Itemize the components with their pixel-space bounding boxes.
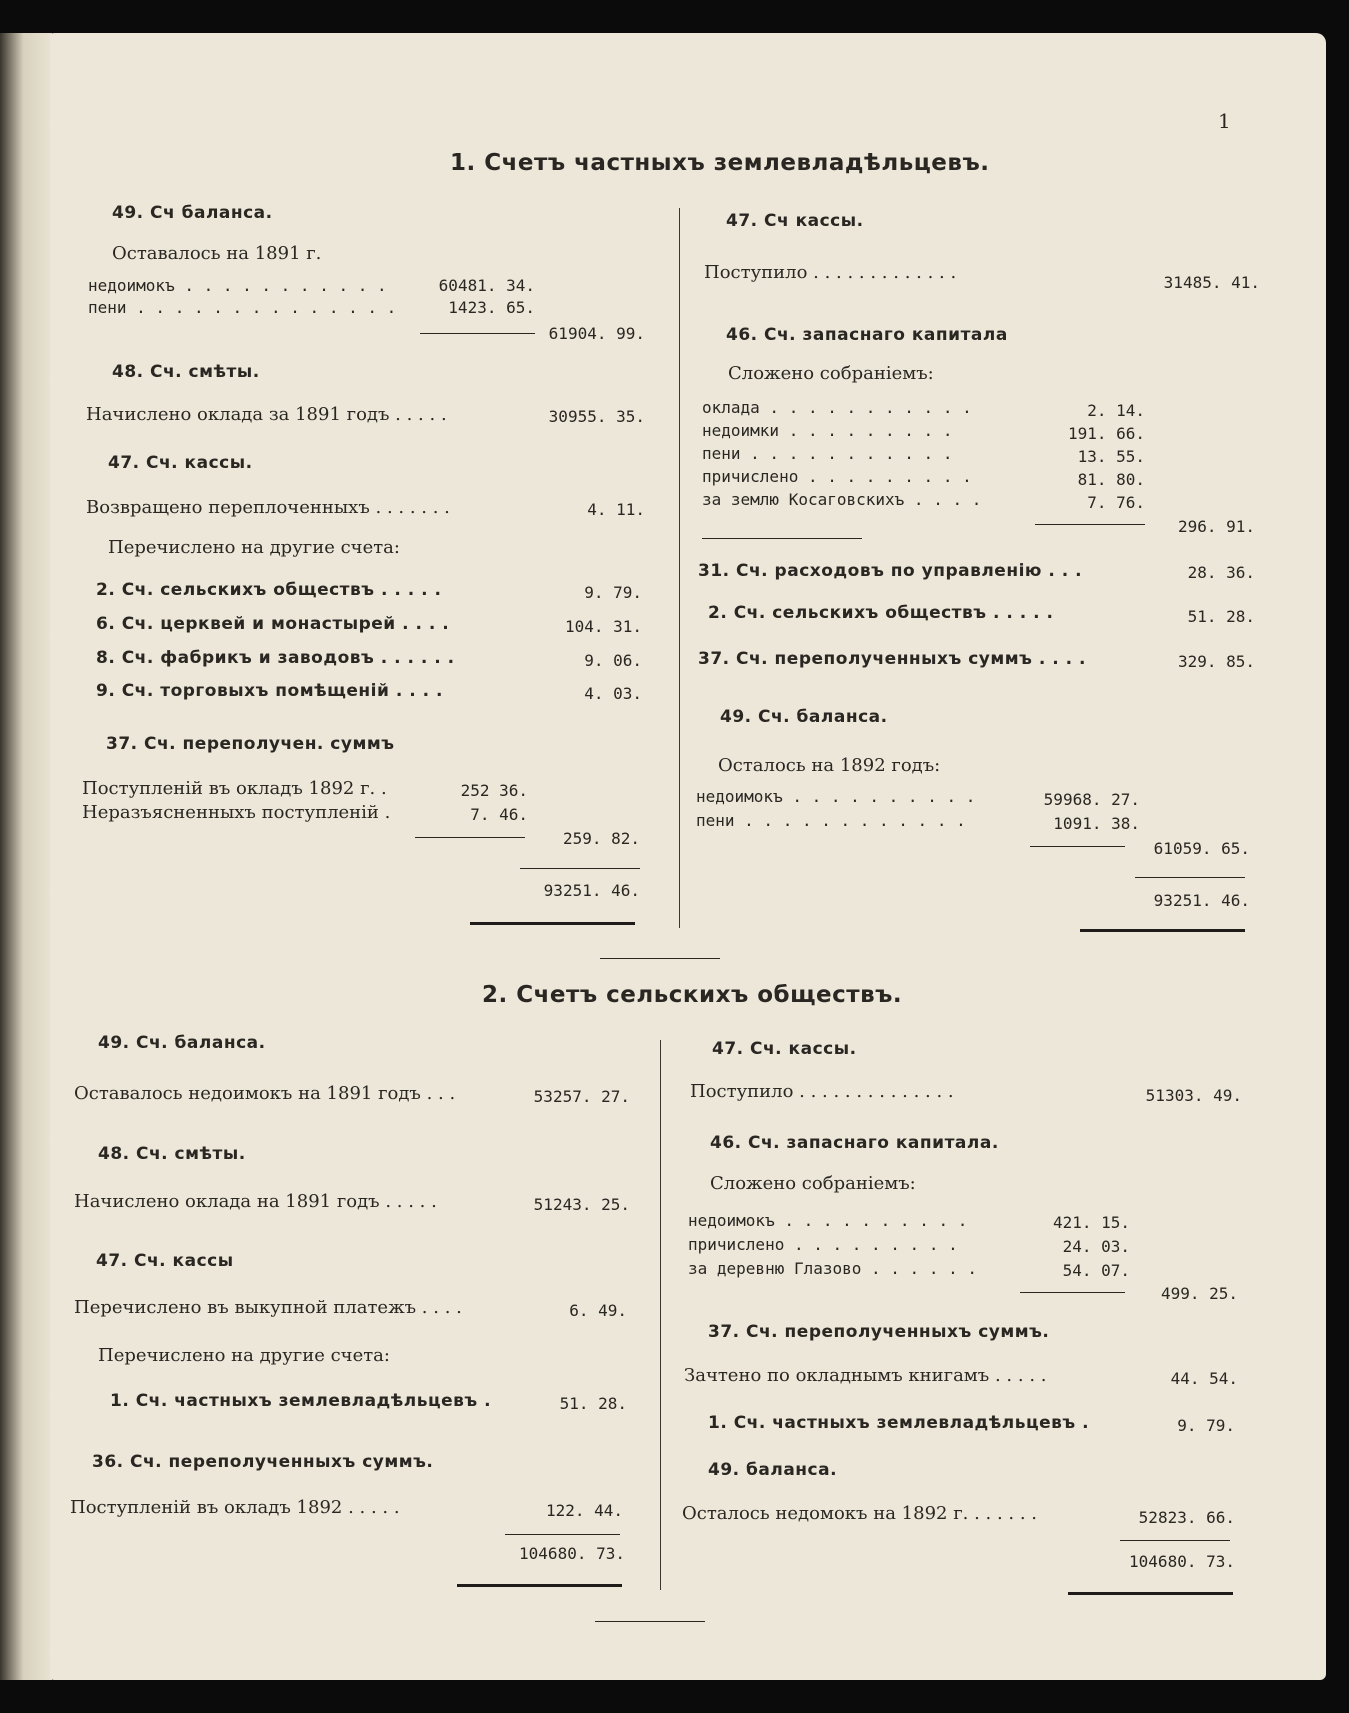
column-divider <box>679 208 680 928</box>
arrears-value: 59968. 27. <box>1043 790 1140 809</box>
writeoff-row-value: 191. 66. <box>1067 424 1145 443</box>
overpaid-subtotal: 259. 82. <box>562 829 640 848</box>
heading-cash: 47. Сч. кассы. <box>712 1039 857 1059</box>
heading-balance: 49. Сч. баланса. <box>720 707 888 727</box>
sum-line <box>1135 877 1245 878</box>
management-value: 28. 36. <box>1187 563 1255 582</box>
writeoff-row-value: 54. 07. <box>1062 1261 1130 1280</box>
received-label: Поступило . . . . . . . . . . . . . . <box>690 1081 954 1102</box>
writeoff-row-value: 2. 14. <box>1087 401 1145 420</box>
reserve-subtotal: 499. 25. <box>1160 1284 1238 1303</box>
transfer-row-value: 4. 03. <box>584 684 642 703</box>
credited-label: Зачтено по окладнымъ книгамъ . . . . . <box>684 1365 1047 1386</box>
writeoff-row-label: недоимокъ . . . . . . . . . . <box>688 1211 968 1230</box>
heading-cash: 47. Сч. кассы. <box>108 453 253 473</box>
remaining-label: Осталось на 1892 годъ: <box>718 755 941 776</box>
page-number: 1 <box>1218 109 1231 133</box>
writeoff-row-label: оклада . . . . . . . . . . . <box>702 398 972 417</box>
writeoff-row-label: недоимки . . . . . . . . . <box>702 421 953 440</box>
section-separator <box>600 958 720 959</box>
received-value: 31485. 41. <box>1163 273 1260 292</box>
written-off-label: Сложено собраніемъ: <box>728 363 934 384</box>
penalty-value: 1091. 38. <box>1053 814 1140 833</box>
transfer-row-value: 104. 31. <box>564 617 642 636</box>
penalty-label: пени . . . . . . . . . . . . . . <box>88 298 397 317</box>
writeoff-row-value: 421. 15. <box>1052 1213 1130 1232</box>
arrears-label: недоимокъ . . . . . . . . . . <box>696 787 976 806</box>
sum-line <box>520 868 640 869</box>
landowners-value: 9. 79. <box>1177 1416 1235 1435</box>
accrued-label: Начислено оклада на 1891 годъ . . . . . <box>74 1191 437 1212</box>
writeoff-row-label: за землю Косаговскихъ . . . . <box>702 490 982 509</box>
redemption-value: 6. 49. <box>569 1301 627 1320</box>
heading-balance: 49. Сч баланса. <box>112 203 273 223</box>
grand-total: 104680. 73. <box>519 1544 625 1563</box>
writeoff-row-label: пени . . . . . . . . . . . <box>702 444 953 463</box>
landowners-label: 1. Сч. частныхъ землевладѣльцевъ . <box>708 1413 1090 1433</box>
arrears-label: недоимокъ . . . . . . . . . . . <box>88 276 387 295</box>
writeoff-row-label: причислено . . . . . . . . . <box>688 1235 958 1254</box>
balance-subtotal: 61904. 99. <box>548 324 645 343</box>
transfer-row-label: 8. Сч. фабрикъ и заводовъ . . . . . . <box>96 648 455 668</box>
returned-label: Возвращено переплоченныхъ . . . . . . . <box>86 497 450 518</box>
section-separator <box>595 1621 705 1622</box>
grand-total: 93251. 46. <box>1153 891 1250 910</box>
overpaid-value: 329. 85. <box>1177 652 1255 671</box>
heading-balance: 49. Сч. баланса. <box>98 1033 266 1053</box>
management-label: 31. Сч. расходовъ по управленію . . . <box>698 561 1083 581</box>
transfer-row-value: 9. 79. <box>584 583 642 602</box>
receipts-value: 252 36. <box>460 781 528 800</box>
arrears-value: 60481. 34. <box>438 276 535 295</box>
transfer-row-label: 9. Сч. торговыхъ помѣщеній . . . . <box>96 681 443 701</box>
writeoff-row-value: 81. 80. <box>1077 470 1145 489</box>
returned-value: 4. 11. <box>587 500 645 519</box>
heading-cash: 47. Сч. кассы <box>96 1251 234 1271</box>
heading-estimate: 48. Сч. смѣты. <box>98 1144 246 1164</box>
remained-label: Оставалось на 1891 г. <box>112 243 322 264</box>
heading-balance: 49. баланса. <box>708 1460 838 1480</box>
writeoff-row-value: 13. 55. <box>1077 447 1145 466</box>
writeoff-row-label: причислено . . . . . . . . . <box>702 467 972 486</box>
heading-reserve: 46. Сч. запаснаго капитала. <box>710 1133 999 1153</box>
closing-rule <box>1068 1592 1233 1595</box>
grand-total: 104680. 73. <box>1129 1552 1235 1571</box>
overpaid-label: 37. Сч. переполученныхъ суммъ . . . . <box>698 649 1086 669</box>
heading-cash: 47. Сч кассы. <box>726 211 864 231</box>
unexplained-value: 7. 46. <box>470 805 528 824</box>
landowners-value: 51. 28. <box>559 1394 627 1413</box>
transfer-row-label: 6. Сч. церквей и монастырей . . . . <box>96 614 450 634</box>
heading-overpaid: 36. Сч. переполученныхъ суммъ. <box>92 1452 434 1472</box>
receipts-value: 122. 44. <box>545 1501 623 1520</box>
sum-line <box>505 1534 620 1535</box>
sum-line <box>702 538 862 539</box>
rural-societies-value: 51. 28. <box>1187 607 1255 626</box>
remaining-label: Осталось недомокъ на 1892 г. . . . . . . <box>682 1503 1038 1524</box>
closing-rule <box>1080 929 1245 932</box>
closing-rule <box>470 922 635 925</box>
accrued-label: Начислено оклада за 1891 годъ . . . . . <box>86 404 447 425</box>
accrued-value: 51243. 25. <box>533 1195 630 1214</box>
transferred-label: Перечислено на другие счета: <box>108 537 400 558</box>
heading-estimate: 48. Сч. смѣты. <box>112 362 260 382</box>
accrued-value: 30955. 35. <box>548 407 645 426</box>
sum-line <box>1120 1540 1230 1541</box>
rural-societies-label: 2. Сч. сельскихъ обществъ . . . . . <box>708 603 1054 623</box>
heading-overpaid: 37. Сч. переполученныхъ суммъ. <box>708 1322 1050 1342</box>
written-off-label: Сложено собраніемъ: <box>710 1173 916 1194</box>
reserve-subtotal: 296. 91. <box>1177 517 1255 536</box>
penalty-label: пени . . . . . . . . . . . . <box>696 811 966 830</box>
writeoff-row-label: за деревню Глазово . . . . . . <box>688 1259 977 1278</box>
landowners-label: 1. Сч. частныхъ землевладѣльцевъ . <box>110 1391 492 1411</box>
arrears-remained-label: Оставалось недоимокъ на 1891 годъ . . . <box>74 1083 456 1104</box>
penalty-value: 1423. 65. <box>448 298 535 317</box>
redemption-label: Перечислено въ выкупной платежъ . . . . <box>74 1297 462 1318</box>
transfer-row-value: 9. 06. <box>584 651 642 670</box>
transferred-label: Перечислено на другие счета: <box>98 1345 390 1366</box>
arrears-remained-value: 53257. 27. <box>533 1087 630 1106</box>
grand-total: 93251. 46. <box>543 881 640 900</box>
received-value: 51303. 49. <box>1145 1086 1242 1105</box>
unexplained-label: Неразъясненныхъ поступленій . <box>82 802 391 823</box>
credited-value: 44. 54. <box>1170 1369 1238 1388</box>
heading-reserve: 46. Сч. запаснаго капитала <box>726 325 1008 345</box>
column-divider <box>660 1040 661 1590</box>
heading-overpaid: 37. Сч. переполучен. суммъ <box>106 734 395 754</box>
section-2-title: 2. Счетъ сельскихъ обществъ. <box>482 982 903 1008</box>
receipts-label: Поступленій въ окладъ 1892 . . . . . <box>70 1497 400 1518</box>
writeoff-row-value: 7. 76. <box>1087 493 1145 512</box>
balance-subtotal: 61059. 65. <box>1153 839 1250 858</box>
receipts-label: Поступленій въ окладъ 1892 г. . <box>82 778 387 799</box>
received-label: Поступило . . . . . . . . . . . . . <box>704 262 957 283</box>
closing-rule <box>457 1584 622 1587</box>
writeoff-row-value: 24. 03. <box>1062 1237 1130 1256</box>
section-1-title: 1. Счетъ частныхъ землевладѣльцевъ. <box>450 150 990 176</box>
remaining-value: 52823. 66. <box>1138 1508 1235 1527</box>
transfer-row-label: 2. Сч. сельскихъ обществъ . . . . . <box>96 580 442 600</box>
